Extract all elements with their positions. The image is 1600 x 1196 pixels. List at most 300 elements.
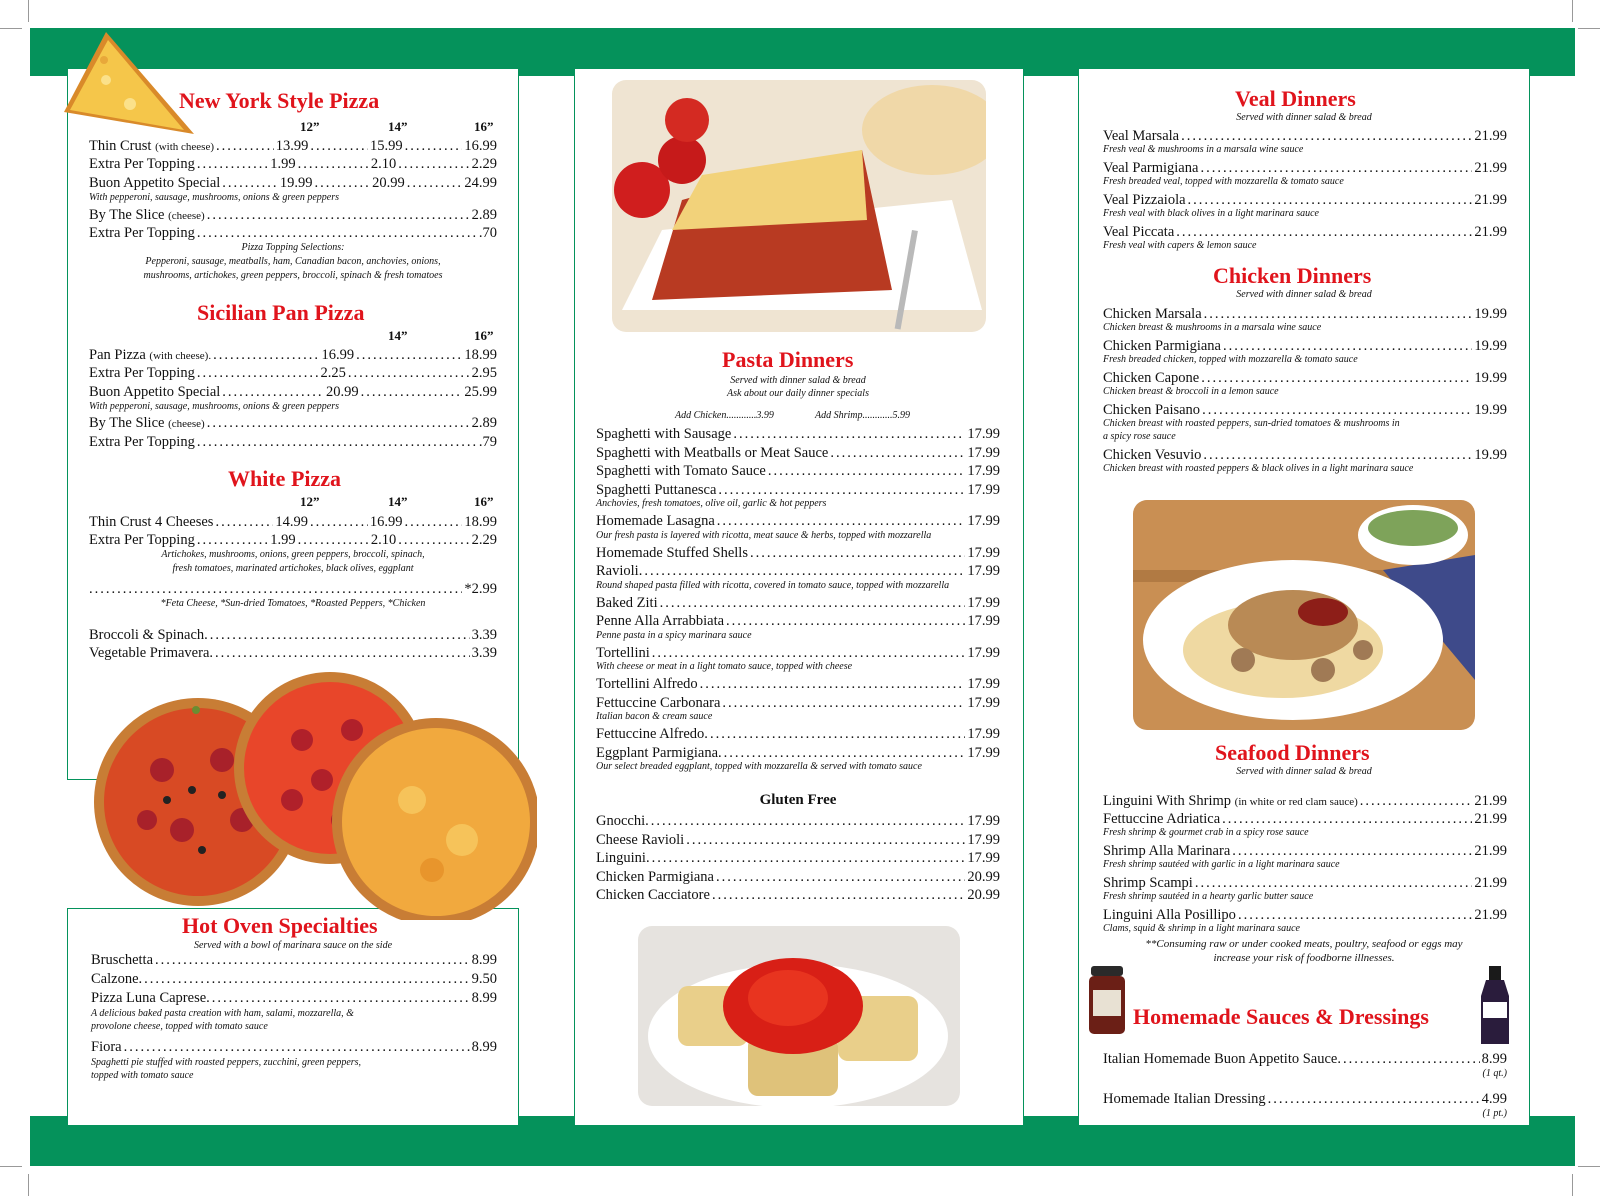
white-star-desc: *Feta Cheese, *Sun-dried Tomatoes, *Roasted Peppers, *Chicken — [160, 598, 426, 609]
crop-mark — [1578, 28, 1600, 29]
menu-item-row — [91, 989, 497, 1007]
item-note: (cheese) — [168, 210, 205, 222]
chicken-marsala-photo — [1133, 500, 1475, 730]
leader-dots — [210, 626, 470, 644]
price: 21.99 — [1474, 843, 1507, 859]
leader-dots — [222, 383, 324, 401]
leader-dots — [722, 694, 965, 712]
item-name: Shrimp Scampi — [1103, 875, 1193, 891]
price: 3.39 — [471, 627, 497, 643]
menu-item-row — [596, 512, 1000, 530]
price: 18.99 — [464, 514, 497, 530]
price: 17.99 — [967, 813, 1000, 829]
price: 16.99 — [321, 347, 355, 363]
menu-item-row — [596, 462, 1000, 480]
ny-size-16: 16” — [474, 119, 494, 134]
price: 8.99 — [1481, 1051, 1507, 1067]
price: 21.99 — [1474, 128, 1507, 144]
leader-dots — [1195, 874, 1473, 892]
white-veg-row — [89, 644, 497, 662]
menu-item-row — [1103, 1090, 1507, 1108]
price: 21.99 — [1474, 875, 1507, 891]
price: 17.99 — [967, 850, 1000, 866]
price: 19.99 — [279, 175, 313, 191]
hot-title: Hot Oven Specialties — [182, 913, 378, 938]
price: 17.99 — [967, 544, 1000, 561]
item-name: Spaghetti with Sausage — [596, 426, 732, 442]
crop-mark — [28, 1174, 29, 1196]
price: *2.99 — [464, 581, 497, 597]
menu-item-row — [91, 1038, 497, 1056]
item-name: Extra Per Topping — [89, 225, 195, 241]
price: 17.99 — [967, 594, 1000, 611]
item-name: Spaghetti with Meatballs or Meat Sauce — [596, 444, 829, 461]
price: 20.99 — [326, 384, 359, 400]
menu-item-row — [596, 725, 1000, 743]
item-name: Tortellini Alfredo — [596, 676, 698, 692]
item-name: Buon Appetito Special — [89, 384, 221, 400]
item-name: Tortellini — [596, 644, 650, 661]
item-name: Extra Per Topping — [89, 365, 195, 381]
three-pizzas-photo — [52, 670, 537, 920]
item-name: Spaghetti with Tomato Sauce — [596, 463, 766, 479]
white-topping-desc: Artichokes, mushrooms, onions, green peppers, broccoli, spinach, — [161, 549, 425, 560]
leader-dots — [348, 364, 470, 382]
sicilian-title: Sicilian Pan Pizza — [197, 300, 365, 325]
leader-dots — [768, 462, 966, 480]
veal-title: Veal Dinners — [1235, 86, 1356, 111]
sicilian-slice-row — [89, 414, 497, 433]
leader-dots — [197, 155, 268, 173]
price: 8.99 — [471, 952, 497, 968]
price: 8.99 — [471, 990, 497, 1006]
leader-dots — [652, 644, 966, 662]
menu-item-row — [1103, 127, 1507, 145]
leader-dots — [1202, 401, 1472, 419]
price: 17.99 — [967, 426, 1000, 442]
sicilian-extra-row — [89, 364, 497, 382]
topping-selections-line: mushrooms, artichokes, green peppers, broccoli, spinach & fresh tomatoes — [143, 270, 443, 281]
lasagna-photo — [612, 80, 986, 332]
menu-item-row — [596, 868, 1000, 886]
item-note: (with cheese). — [149, 350, 212, 362]
item-description: Fresh veal with capers & lemon sauce — [1103, 240, 1257, 251]
item-name: Veal Marsala — [1103, 128, 1180, 144]
leader-dots — [686, 831, 965, 849]
leader-dots — [830, 444, 965, 462]
leader-dots — [724, 744, 966, 762]
price: 17.99 — [967, 563, 1000, 579]
leader-dots — [315, 174, 371, 192]
item-name: Pan Pizza — [89, 347, 146, 363]
item-description: Fresh breaded chicken, topped with mozzarella & tomato sauce — [1103, 354, 1358, 365]
leader-dots — [213, 346, 319, 364]
price: 17.99 — [967, 613, 1000, 629]
item-name: Thin Crust — [89, 138, 152, 154]
leader-dots — [733, 425, 965, 443]
item-name: Spaghetti Puttanesca — [596, 481, 717, 498]
crop-mark — [0, 1166, 22, 1167]
price: 18.99 — [464, 347, 498, 363]
dressing-bottle-photo — [1478, 966, 1512, 1046]
leader-dots — [215, 644, 470, 662]
price: 17.99 — [967, 513, 1000, 529]
item-description: Penne pasta in a spicy marinara sauce — [596, 629, 752, 641]
menu-item-row — [596, 644, 1000, 662]
item-name: Eggplant Parmigiana. — [596, 744, 722, 761]
leader-dots — [405, 137, 463, 155]
leader-dots — [398, 155, 469, 173]
leader-dots — [207, 414, 470, 432]
leader-dots — [1343, 1050, 1480, 1068]
price: 2.10 — [370, 156, 397, 172]
item-description: Chicken breast & mushrooms in a marsala wine sauce — [1103, 322, 1322, 333]
ny-extra-row — [89, 155, 497, 173]
leader-dots — [717, 512, 966, 530]
menu-item-row — [596, 481, 1000, 499]
item-description: With cheese or meat in a light tomato sauce, topped with cheese — [596, 661, 853, 672]
item-note: (cheese) — [168, 418, 205, 430]
menu-item-row — [596, 594, 1000, 612]
price: 9.50 — [471, 971, 497, 987]
price: 14.99 — [275, 514, 308, 530]
price: 4.99 — [1481, 1091, 1507, 1107]
price: 15.99 — [370, 138, 403, 154]
pizza-slice-photo — [44, 30, 196, 138]
pasta-sub2: Ask about our daily dinner specials — [727, 388, 869, 399]
menu-item-row — [596, 544, 1000, 562]
item-name: Veal Pizzaiola — [1103, 192, 1186, 208]
item-name: Pizza Luna Caprese. — [91, 990, 210, 1006]
price: 21.99 — [1474, 160, 1507, 176]
price: 21.99 — [1474, 192, 1507, 208]
price: 2.29 — [471, 156, 497, 172]
item-name: Ravioli. — [596, 563, 643, 579]
leader-dots — [700, 675, 966, 693]
crop-mark — [0, 28, 22, 29]
ny-slice-topping-row — [89, 224, 497, 242]
sicilian-slice-topping-row — [89, 433, 497, 451]
leader-dots — [89, 580, 462, 598]
seafood-subtitle: Served with dinner salad & bread — [1236, 766, 1372, 777]
item-name: Chicken Capone — [1103, 370, 1200, 386]
item-name: Linguini. — [596, 850, 650, 866]
item-name: Vegetable Primavera. — [89, 645, 214, 661]
price: 16.99 — [369, 514, 403, 530]
item-name: Gnocchi. — [596, 813, 649, 829]
menu-item-row — [91, 970, 497, 988]
item-description: Clams, squid & shrimp in a light marinara sauce — [1103, 923, 1300, 934]
leader-dots — [651, 812, 966, 830]
leader-dots — [197, 433, 477, 451]
price: 2.89 — [471, 415, 497, 431]
leader-dots — [212, 989, 470, 1007]
leader-dots — [197, 224, 477, 242]
leader-dots — [1232, 842, 1472, 860]
leader-dots — [222, 174, 278, 192]
price: 1.99 — [270, 532, 296, 548]
item-description: a spicy rose sauce — [1103, 431, 1176, 442]
food-warning: increase your risk of foodborne illnesses. — [1213, 952, 1395, 964]
food-warning: **Consuming raw or under cooked meats, poultry, seafood or eggs may — [1145, 938, 1463, 950]
leader-dots — [310, 137, 368, 155]
sicilian-pan-row — [89, 346, 497, 365]
white-extra-row — [89, 531, 497, 549]
price: 16.99 — [464, 138, 497, 154]
item-name: Broccoli & Spinach. — [89, 627, 208, 643]
white-broccoli-row — [89, 626, 497, 644]
leader-dots — [750, 544, 965, 562]
menu-item-row — [1103, 401, 1507, 419]
item-name: Calzone. — [91, 971, 143, 987]
menu-item-row — [596, 831, 1000, 849]
leader-dots — [207, 206, 470, 224]
leader-dots — [404, 513, 462, 531]
price: 20.99 — [967, 868, 1000, 885]
side-stripe — [1030, 76, 1061, 1116]
menu-item-row — [596, 612, 1000, 630]
menu-item-row — [1103, 223, 1507, 241]
item-description: provolone cheese, topped with tomato sauce — [91, 1021, 268, 1032]
leader-dots — [197, 364, 319, 382]
white-topping-desc: fresh tomatoes, marinated artichokes, black olives, eggplant — [172, 563, 414, 574]
item-name: Thin Crust 4 Cheeses — [89, 514, 214, 530]
price: 17.99 — [967, 444, 1000, 461]
leader-dots — [215, 513, 273, 531]
sicilian-size-14: 14” — [388, 328, 408, 343]
menu-item-row — [596, 694, 1000, 712]
leader-dots — [718, 481, 965, 499]
item-description: Chicken breast with roasted peppers, sun-dried tomatoes & mushrooms in — [1103, 418, 1400, 429]
leader-dots — [398, 531, 469, 549]
pasta-sub1: Served with dinner salad & bread — [730, 375, 866, 386]
leader-dots — [712, 886, 965, 904]
item-name: Chicken Cacciatore — [596, 887, 710, 903]
item-description: Fresh breaded veal, topped with mozzarella & tomato sauce — [1103, 176, 1344, 187]
item-unit: (1 pt.) — [1482, 1108, 1507, 1119]
leader-dots — [216, 137, 274, 155]
item-description: Fresh shrimp sautéed with garlic in a light marinara sauce — [1103, 859, 1340, 870]
item-name: Chicken Parmigiana — [596, 868, 714, 885]
item-name: Homemade Stuffed Shells — [596, 544, 748, 561]
item-name: Penne Alla Arrabbiata — [596, 613, 725, 629]
item-name: Italian Homemade Buon Appetito Sauce. — [1103, 1051, 1341, 1067]
pasta-title: Pasta Dinners — [722, 347, 854, 372]
leader-dots — [361, 383, 463, 401]
item-name: Chicken Parmigiana — [1103, 338, 1221, 354]
leader-dots — [197, 531, 268, 549]
item-description: Chicken breast with roasted peppers & black olives in a light marinara sauce — [1103, 463, 1414, 474]
leader-dots — [1223, 337, 1472, 355]
price: 13.99 — [275, 138, 309, 154]
veal-subtitle: Served with dinner salad & bread — [1236, 112, 1372, 123]
crop-mark — [1572, 0, 1573, 22]
sicilian-buon-desc: With pepperoni, sausage, mushrooms, onions & green peppers — [89, 401, 339, 412]
side-stripe — [1538, 76, 1575, 1116]
price: 17.99 — [967, 463, 1000, 479]
price: 20.99 — [372, 175, 405, 191]
item-description: Italian bacon & cream sauce — [596, 711, 713, 722]
leader-dots — [124, 1038, 470, 1056]
price: 2.10 — [370, 532, 397, 548]
leader-dots — [716, 868, 965, 886]
leader-dots — [155, 951, 470, 969]
sicilian-buon-row — [89, 383, 497, 401]
item-description: Fresh shrimp & gourmet crab in a spicy rose sauce — [1103, 827, 1309, 838]
item-description: Anchovies, fresh tomatoes, olive oil, garlic & hot peppers — [596, 498, 827, 509]
price: 19.99 — [1474, 447, 1507, 463]
price: 2.95 — [471, 365, 497, 381]
menu-item-row — [596, 675, 1000, 693]
white-title: White Pizza — [228, 466, 342, 491]
white-thin-row — [89, 513, 497, 531]
menu-item-row — [596, 812, 1000, 830]
item-unit: (1 qt.) — [1482, 1068, 1507, 1079]
price: 19.99 — [1474, 338, 1507, 354]
leader-dots — [407, 174, 463, 192]
price: 2.89 — [471, 207, 497, 223]
ny-size-14: 14” — [388, 119, 408, 134]
add-shrimp: Add Shrimp............5.99 — [815, 410, 910, 421]
item-name: Baked Ziti — [596, 594, 658, 611]
item-note: (with cheese) — [155, 141, 215, 153]
price: 1.99 — [270, 156, 296, 172]
menu-item-row — [1103, 369, 1507, 387]
leader-dots — [644, 562, 965, 580]
menu-item-row — [596, 425, 1000, 443]
price: 19.99 — [1474, 370, 1507, 386]
price: 17.99 — [967, 694, 1000, 711]
item-description: Fresh veal & mushrooms in a marsala wine sauce — [1103, 144, 1304, 155]
price: 17.99 — [967, 831, 1000, 848]
leader-dots — [1204, 305, 1473, 323]
leader-dots — [710, 725, 965, 743]
leader-dots — [310, 513, 368, 531]
white-size-14: 14” — [388, 494, 408, 509]
leader-dots — [1176, 223, 1472, 241]
topping-selections-line: Pepperoni, sausage, meatballs, ham, Canadian bacon, anchovies, onions, — [145, 256, 441, 267]
sauce-jar-photo — [1087, 966, 1127, 1036]
crop-mark — [1578, 1166, 1600, 1167]
topping-selections-title: Pizza Topping Selections: — [241, 242, 345, 253]
item-name: By The Slice — [89, 207, 165, 223]
item-name: Chicken Marsala — [1103, 306, 1202, 322]
item-description: Round shaped pasta filled with ricotta, covered in tomato sauce, topped with mozzarella — [596, 579, 950, 591]
menu-item-row — [1103, 810, 1507, 828]
leader-dots — [1238, 906, 1472, 924]
menu-item-row — [1103, 1050, 1507, 1068]
add-chicken: Add Chicken............3.99 — [675, 410, 774, 421]
price: 25.99 — [464, 384, 498, 400]
item-description: topped with tomato sauce — [91, 1070, 194, 1081]
chicken-title: Chicken Dinners — [1213, 263, 1372, 288]
price: 17.99 — [967, 644, 1000, 661]
menu-item-row — [1103, 159, 1507, 177]
price: 17.99 — [967, 676, 1000, 692]
white-size-12: 12” — [300, 494, 320, 509]
leader-dots — [1203, 446, 1472, 464]
crop-mark — [28, 0, 29, 22]
price: 24.99 — [464, 175, 497, 191]
chicken-subtitle: Served with dinner salad & bread — [1236, 289, 1372, 300]
price: 2.29 — [471, 532, 497, 548]
sicilian-size-16: 16” — [474, 328, 494, 343]
item-description: Fresh shrimp sautéed in a hearty garlic butter sauce — [1103, 891, 1314, 902]
white-star-row — [89, 580, 497, 598]
item-name: Fettuccine Adriatica — [1103, 811, 1221, 827]
menu-item-row — [596, 562, 1000, 580]
menu-item-row — [596, 849, 1000, 867]
price: 21.99 — [1474, 907, 1507, 923]
ny-title: New York Style Pizza — [179, 88, 380, 113]
menu-item-row — [596, 444, 1000, 462]
item-description: Spaghetti pie stuffed with roasted peppers, zucchini, green peppers, — [91, 1057, 362, 1068]
ravioli-photo — [638, 926, 960, 1106]
price: 19.99 — [1474, 402, 1507, 418]
price: 19.99 — [1474, 306, 1507, 322]
item-name: Fiora — [91, 1039, 122, 1055]
leader-dots — [726, 612, 965, 630]
menu-item-row — [1103, 874, 1507, 892]
menu-item-row — [1103, 337, 1507, 355]
item-name: Extra Per Topping — [89, 532, 195, 548]
side-stripe — [520, 76, 551, 1116]
item-description: Fresh veal with black olives in a light marinara sauce — [1103, 208, 1319, 219]
menu-item-row — [596, 744, 1000, 762]
item-description: A delicious baked pasta creation with ham, salami, mozzarella, & — [91, 1008, 354, 1019]
item-name: Fettuccine Alfredo. — [596, 726, 708, 742]
item-name: Linguini With Shrimp — [1103, 793, 1232, 809]
price: 21.99 — [1474, 811, 1507, 827]
leader-dots — [1188, 191, 1473, 209]
menu-item-row — [1103, 792, 1507, 811]
item-name: Extra Per Topping — [89, 434, 195, 450]
leader-dots — [652, 849, 966, 867]
price: 17.99 — [967, 744, 1000, 761]
price: 17.99 — [967, 481, 1000, 498]
crop-mark — [1572, 1174, 1573, 1196]
item-description: Our fresh pasta is layered with ricotta, meat sauce & herbs, topped with mozzarella — [596, 529, 932, 541]
leader-dots — [298, 155, 369, 173]
item-name: Bruschetta — [91, 952, 154, 968]
price: 17.99 — [967, 726, 1000, 742]
item-note: (in white or red clam sauce) — [1234, 796, 1358, 808]
item-description: Our select breaded eggplant, topped with mozzarella & served with tomato sauce — [596, 761, 922, 772]
hot-subtitle: Served with a bowl of marinara sauce on the side — [193, 940, 393, 951]
item-name: Extra Per Topping — [89, 156, 195, 172]
leader-dots — [298, 531, 369, 549]
ny-thin-row — [89, 137, 497, 156]
item-name: Shrimp Alla Marinara — [1103, 843, 1231, 859]
item-name: Veal Piccata — [1103, 224, 1175, 240]
seafood-title: Seafood Dinners — [1215, 740, 1370, 765]
item-description: Chicken breast & broccoli in a lemon sauce — [1103, 386, 1279, 397]
leader-dots — [1268, 1090, 1480, 1108]
item-name: Veal Parmigiana — [1103, 160, 1199, 176]
white-size-16: 16” — [474, 494, 494, 509]
menu-item-row — [1103, 191, 1507, 209]
item-name: Chicken Paisano — [1103, 402, 1201, 418]
leader-dots — [1201, 369, 1472, 387]
ny-slice-row — [89, 206, 497, 225]
leader-dots — [1181, 127, 1472, 145]
menu-item-row — [1103, 842, 1507, 860]
leader-dots — [1360, 792, 1473, 810]
item-name: Linguini Alla Posillipo — [1103, 907, 1236, 923]
menu-item-row — [91, 951, 497, 969]
gluten-free-title: Gluten Free — [759, 792, 837, 808]
price: 21.99 — [1474, 224, 1507, 240]
